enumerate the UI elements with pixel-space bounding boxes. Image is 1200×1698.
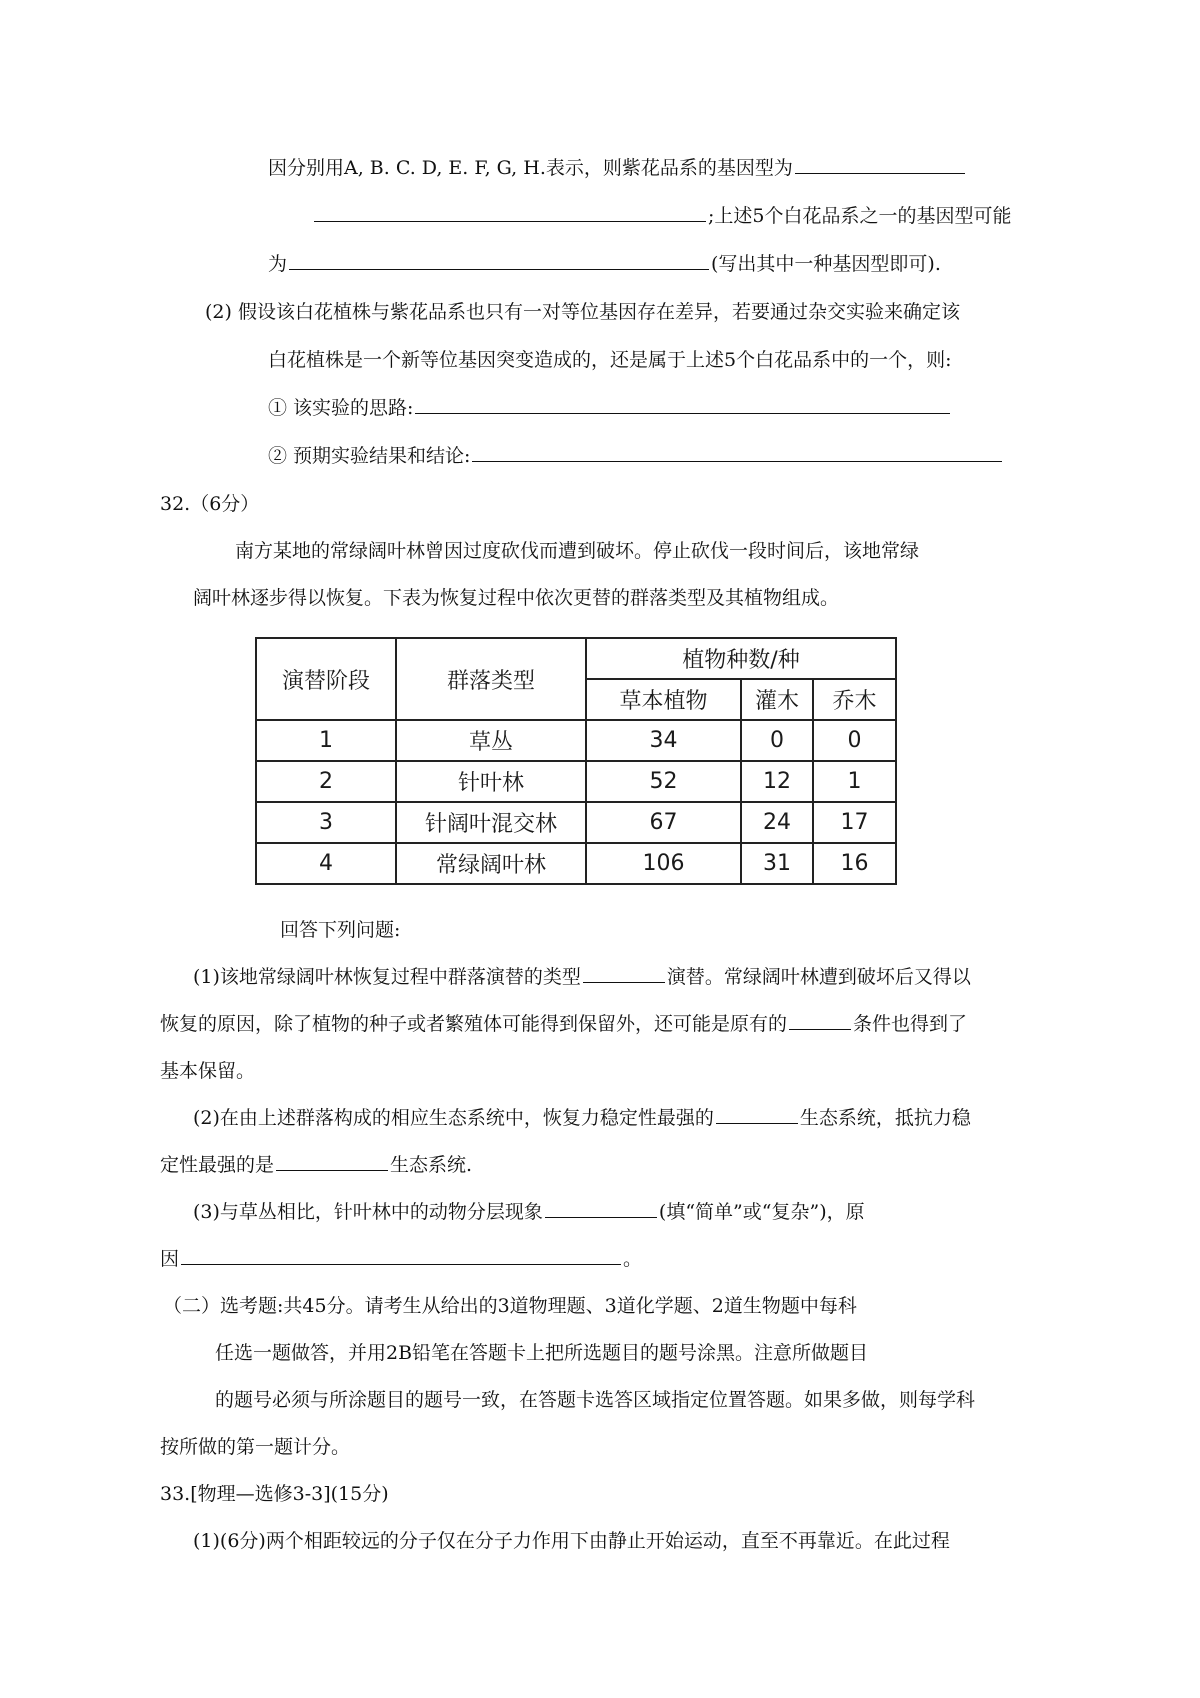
cell-herb: 34 xyxy=(586,720,741,761)
q31-part2-line2: 白花植株是一个新等位基因突变造成的，还是属于上述5个白花品系中的一个，则: xyxy=(268,349,952,371)
cell-shrub: 12 xyxy=(741,761,813,802)
q32-sub3-line2 xyxy=(160,1244,642,1274)
answer-blank[interactable] xyxy=(289,249,709,270)
q32-sub2-text-b: 生态系统，抵抗力稳 xyxy=(799,1107,971,1129)
q32-sub1-text-b: 演替。常绿阔叶林遭到破坏后又得以 xyxy=(666,966,971,988)
cell-shrub: 24 xyxy=(741,802,813,843)
cell-stage: 1 xyxy=(256,720,396,761)
answer-blank[interactable] xyxy=(795,153,965,174)
cell-herb: 106 xyxy=(586,843,741,884)
q31-line2 xyxy=(312,201,1012,231)
cell-type: 针阔叶混交林 xyxy=(396,802,586,843)
q31-line3 xyxy=(268,249,941,279)
q32-header: 32.（6分） xyxy=(160,493,260,515)
answer-blank[interactable] xyxy=(276,1150,388,1171)
header-community-type: 群落类型 xyxy=(396,638,586,720)
q32-sub2-text-d: 生态系统. xyxy=(390,1154,473,1176)
q32-sub3-line1 xyxy=(193,1197,865,1227)
q32-sub1-line2 xyxy=(160,1009,967,1039)
cell-type: 草丛 xyxy=(396,720,586,761)
cell-tree: 1 xyxy=(813,761,896,802)
q33-header: 33.[物理—选修3-3](15分) xyxy=(160,1483,389,1505)
answer-blank[interactable] xyxy=(181,1244,621,1265)
answer-blank[interactable] xyxy=(583,962,665,983)
item1-label: ① 该实验的思路: xyxy=(268,397,414,419)
succession-table xyxy=(255,637,897,885)
q31-line2-text: ;上述5个白花品系之一的基因型可能 xyxy=(708,205,1012,227)
table-row xyxy=(256,720,896,761)
answer-blank[interactable] xyxy=(716,1103,798,1124)
cell-stage: 2 xyxy=(256,761,396,802)
q31-line1-text: 因分别用A, B. C. D, E. F, G, H.表示，则紫花品系的基因型为 xyxy=(268,157,793,179)
q32-sub1-text-c: 恢复的原因，除了植物的种子或者繁殖体可能得到保留外，还可能是原有的 xyxy=(160,1013,788,1035)
q32-sub2-text-c: 定性最强的是 xyxy=(160,1154,275,1176)
q32-sub3-text-d: 。 xyxy=(623,1248,643,1270)
table-row xyxy=(256,761,896,802)
q31-item1 xyxy=(268,393,952,423)
elective-line3: 的题号必须与所涂题目的题号一致，在答题卡选答区域指定位置答题。如果多做，则每学科 xyxy=(215,1389,976,1411)
q32-sub2-line1 xyxy=(193,1103,971,1133)
table-row xyxy=(256,802,896,843)
cell-shrub: 31 xyxy=(741,843,813,884)
q32-sub1-text-a: (1)该地常绿阔叶林恢复过程中群落演替的类型 xyxy=(193,966,581,988)
header-stage: 演替阶段 xyxy=(256,638,396,720)
answer-blank[interactable] xyxy=(415,393,950,414)
q31-line1 xyxy=(268,153,967,183)
elective-line2: 任选一题做答，并用2B铅笔在答题卡上把所选题目的题号涂黑。注意所做题目 xyxy=(215,1342,869,1364)
header-tree: 乔木 xyxy=(813,679,896,720)
q32-answer-prompt: 回答下列问题: xyxy=(280,919,401,941)
answer-blank[interactable] xyxy=(789,1009,851,1030)
q31-line3-prefix: 为 xyxy=(268,253,288,275)
answer-blank[interactable] xyxy=(314,201,706,222)
q32-sub1-text-d: 条件也得到了 xyxy=(853,1013,968,1035)
cell-stage: 4 xyxy=(256,843,396,884)
q31-part2-line1: (2) 假设该白花植株与紫花品系也只有一对等位基因存在差异，若要通过杂交实验来确定该 xyxy=(205,301,960,323)
header-herb: 草本植物 xyxy=(586,679,741,720)
item2-label: ② 预期实验结果和结论: xyxy=(268,445,471,467)
answer-blank[interactable] xyxy=(472,441,1002,462)
q31-line3-suffix: (写出其中一种基因型即可). xyxy=(711,253,941,275)
cell-herb: 67 xyxy=(586,802,741,843)
q32-intro-line2: 阔叶林逐步得以恢复。下表为恢复过程中依次更替的群落类型及其植物组成。 xyxy=(193,587,840,609)
q33-line1: (1)(6分)两个相距较远的分子仅在分子力作用下由静止开始运动，直至不再靠近。在此过程 xyxy=(193,1530,950,1552)
cell-type: 常绿阔叶林 xyxy=(396,843,586,884)
answer-blank[interactable] xyxy=(545,1197,657,1218)
q32-sub2-text-a: (2)在由上述群落构成的相应生态系统中，恢复力稳定性最强的 xyxy=(193,1107,714,1129)
cell-herb: 52 xyxy=(586,761,741,802)
cell-stage: 3 xyxy=(256,802,396,843)
header-species-count: 植物种数/种 xyxy=(586,638,896,679)
q32-sub2-line2 xyxy=(160,1150,472,1180)
q32-sub3-text-c: 因 xyxy=(160,1248,180,1270)
elective-line1: （二）选考题:共45分。请考生从给出的3道物理题、3道化学题、2道生物题中每科 xyxy=(163,1295,857,1317)
table-row xyxy=(256,843,896,884)
q32-sub3-text-a: (3)与草丛相比，针叶林中的动物分层现象 xyxy=(193,1201,543,1223)
cell-tree: 0 xyxy=(813,720,896,761)
q32-intro-line1: 南方某地的常绿阔叶林曾因过度砍伐而遭到破坏。停止砍伐一段时间后，该地常绿 xyxy=(235,540,920,562)
q32-sub3-text-b: (填“简单”或“复杂”)，原 xyxy=(658,1201,865,1223)
cell-shrub: 0 xyxy=(741,720,813,761)
q31-item2 xyxy=(268,441,1004,471)
q32-sub1-line1 xyxy=(193,962,971,992)
cell-type: 针叶林 xyxy=(396,761,586,802)
q32-sub1-line3: 基本保留。 xyxy=(160,1060,256,1082)
cell-tree: 17 xyxy=(813,802,896,843)
cell-tree: 16 xyxy=(813,843,896,884)
header-shrub: 灌木 xyxy=(741,679,813,720)
elective-line4: 按所做的第一题计分。 xyxy=(160,1436,351,1458)
